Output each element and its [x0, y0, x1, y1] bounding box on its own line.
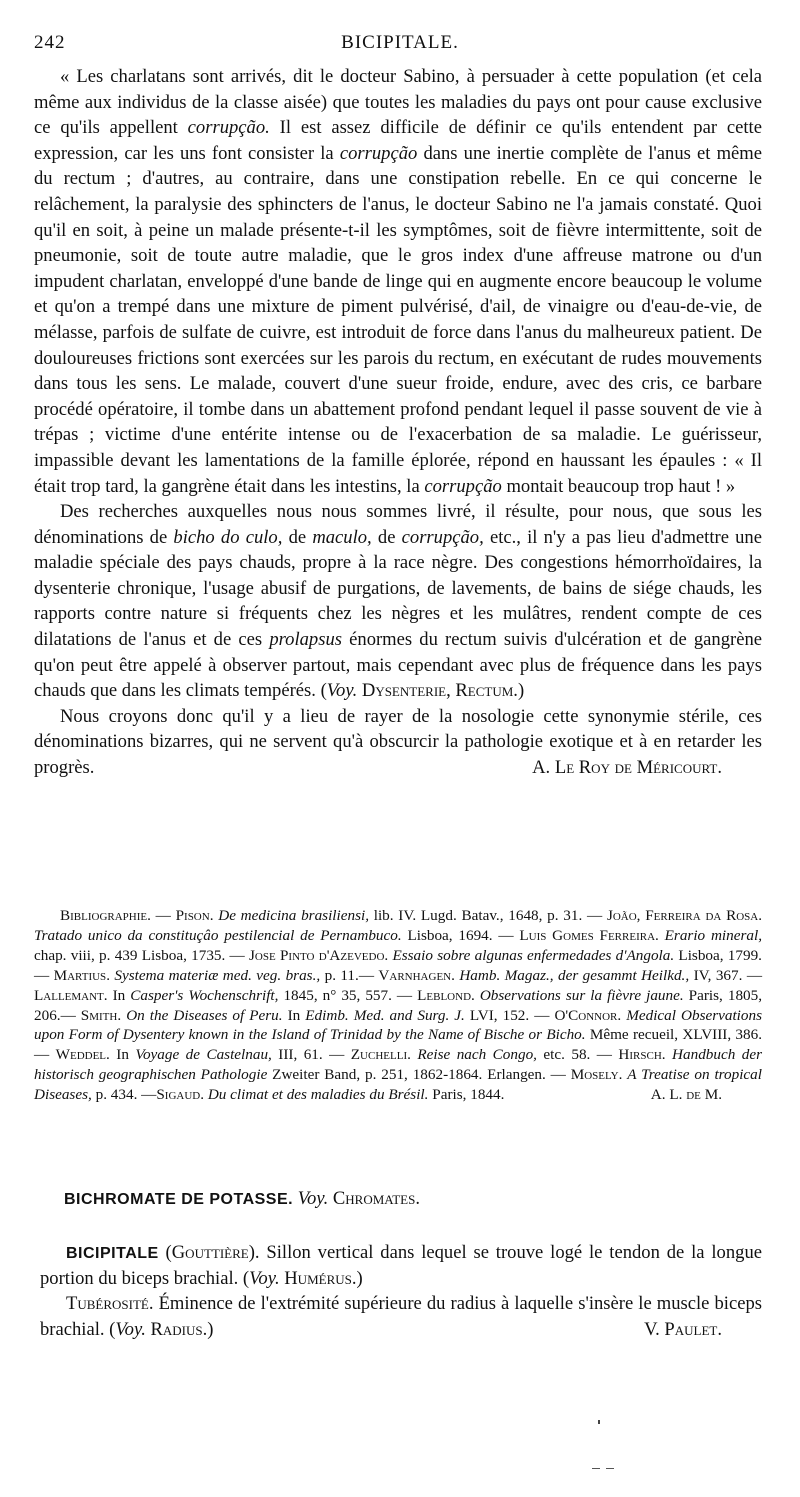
text-run: .) — [513, 680, 525, 702]
bibliography-signature: A. L. de M. — [650, 1086, 722, 1104]
book-title: Essaio sobre algunas enfermedades d'Angola. — [392, 946, 675, 964]
text-run: p. 434. — — [91, 1086, 157, 1104]
author-name: Sigaud — [156, 1086, 201, 1104]
author-name: Hirsch — [618, 1046, 662, 1064]
book-title: Tratado unico da constituçâo pestilencial de Pernambuco. — [34, 926, 402, 944]
text-run: . — [758, 907, 762, 924]
text-run: . — [451, 966, 460, 984]
author-name: Pison — [175, 907, 210, 924]
text-run: . — [117, 1006, 127, 1024]
sub-headword: Gouttière — [171, 1242, 249, 1263]
page-number: 242 — [34, 32, 66, 53]
book-title: Casper's Wochenschrift, — [130, 986, 279, 1004]
text-run: p. 11.— — [320, 966, 379, 984]
text-run: .) — [351, 1268, 363, 1290]
text-run: Lisboa, 1799. — — [34, 946, 762, 984]
text-run: ( — [158, 1242, 172, 1263]
voy-reference: Voy. — [115, 1318, 146, 1340]
text-run: . In — [106, 1046, 136, 1064]
paragraph-conclusion — [34, 704, 762, 781]
text-run: ). Sillon vertical dans lequel se trouve logé le tendon de la longue portion du biceps brachial. ( — [40, 1242, 762, 1290]
voy-reference: Voy. — [249, 1268, 280, 1290]
author-signature: V. Paulet. — [644, 1318, 722, 1340]
author-name: Martius — [53, 966, 107, 984]
author-name: Mosely — [570, 1066, 619, 1084]
bibliography-paragraph — [34, 906, 762, 1105]
voy-reference: Voy. — [326, 680, 358, 702]
text-run: Paris, 1805, 206.— — [34, 986, 763, 1024]
running-title: BICIPITALE. — [341, 32, 459, 53]
author-name: Varnhagen — [378, 966, 452, 984]
text-run: Lisboa, 1694. — — [401, 926, 520, 944]
book-title: De medicina brasiliensi, — [218, 907, 370, 924]
text-run: Même recueil, XLVIII, 386. — — [34, 1026, 762, 1064]
italic-term: corrupção — [424, 475, 502, 497]
text-run: . In — [103, 986, 131, 1004]
text-run: lib. IV. Lugd. Batav., 1648, p. 31. — — [369, 907, 607, 924]
text-run: etc., il n'y a pas lieu d'admettre une maladie spéciale des pays chauds, propre à la race nègre. Des congestions hémorrhoïdaires, la dysenterie chronique, l'usage abusif de purgations, de lavements, de bains de siége chauds, les rapports contre nature si fréquents chez les nègres et les mulâtres, rendent compte de ces dilatations de l'anus et de ces — [34, 526, 762, 651]
headword: BICHROMATE DE POTASSE. — [64, 1191, 294, 1208]
italic-term: corrupção, — [401, 526, 484, 548]
book-title: Reise nach Congo, — [417, 1046, 537, 1064]
cross-reference: Radius — [150, 1318, 203, 1340]
cross-reference: Dysenterie — [361, 680, 447, 702]
text-run: dans une inertie complète de l'anus et même du rectum ; d'autres, au contraire, dans une constipation rebelle. En ce qui concerne le relâchement, la paralysie des sphincters de l'anus, le docteur Sabino ne l'a jamais constaté. Quoi qu'il en soit, à peine un malade présente-t-il les symptômes, soit de fièvre intermittente, soit de pneumonie, soit de toute autre maladie, que le gros index d'une affreuse matrone ou d'un impudent charlatan, enveloppé d'une bande de linge qui en augmente encore beaucoup le volume et qu'on a trempé dans une mixture de piment pulvérisé, d'ail, de vinaigre ou d'eau-de-vie, de mélasse, parfois de sulfate de cuivre, est introduit de force dans l'anus du malheureux patient. De douloureuses frictions sont exercées sur les parois du rectum, en exécutant de rudes mouvements dans tous les sens. Le malade, couvert d'une sueur froide, endure, avec des cris, ce barbare procédé opératoire, il tombe dans un abattement profond pendant lequel il passe souvent de vie à trépas ; victime d'une entérite intense ou de l'exacerbation de sa maladie. Le guérisseur, impassible devant les lamentations de la famille éplorée, répond en haussant les épaules : « Il était trop tard, la gangrène était dans les intestins, la — [34, 142, 763, 497]
text-run: . — [655, 926, 665, 944]
author-name: Zuchelli — [350, 1046, 408, 1064]
text-run: de — [371, 526, 402, 548]
text-run: . — [200, 1086, 208, 1104]
italic-term: corrupção — [339, 142, 418, 164]
author-name: Luis Gomes Ferreira — [519, 926, 656, 944]
author-name: Jose Pinto d'Azevedo — [249, 946, 385, 964]
italic-term: maculo, — [312, 526, 372, 548]
text-run: III, 61. — — [271, 1046, 351, 1064]
author-name: Smith — [80, 1006, 118, 1024]
text-run: . — [471, 986, 480, 1004]
text-run: . Éminence de l'extrémité supérieure du radius à laquelle s'insère le muscle biceps brachial. ( — [40, 1293, 762, 1340]
text-run: IV, 367. — — [689, 966, 763, 984]
print-mark — [598, 1420, 600, 1424]
book-title: Medical Observations upon Form of Dysentery known in the Island of Trinidad by the Name of Bische or Bicho. — [34, 1006, 763, 1044]
book-title: Observations sur la fièvre jaune. — [479, 986, 684, 1004]
paragraph-quote — [34, 64, 762, 499]
text-run: . — [617, 1006, 627, 1024]
italic-term: bicho do culo, — [173, 526, 283, 548]
text-run: etc. 58. — — [536, 1046, 619, 1064]
text-run: chap. viii, p. 439 Lisboa, 1735. — — [34, 946, 250, 964]
bibliography — [34, 906, 762, 1105]
text-run: de — [282, 526, 313, 548]
text-run: . — [661, 1046, 673, 1064]
sub-headword: Tubérosité — [66, 1293, 149, 1315]
text-run: . — [384, 946, 393, 964]
author-name: O'Connor — [554, 1006, 618, 1024]
headword: BICIPITALE — [66, 1245, 159, 1262]
paragraph-research — [34, 499, 762, 704]
main-text — [34, 64, 762, 781]
text-run: 1845, n° 35, 557. — — [278, 986, 418, 1004]
cross-reference: Chromates. — [332, 1188, 420, 1209]
italic-term: corrupção. — [187, 117, 270, 139]
author-name: Leblond — [417, 986, 472, 1004]
text-run: montait beaucoup trop haut ! » — [501, 475, 736, 497]
book-title: Voyage de Castelnau, — [135, 1046, 272, 1064]
entry-bichromate — [64, 1186, 764, 1212]
book-title: On the Diseases of Peru. — [126, 1006, 283, 1024]
text-run: — — [150, 907, 176, 924]
print-mark — [592, 1468, 600, 1469]
entry-bicipitale — [40, 1240, 762, 1342]
print-mark — [606, 1468, 614, 1469]
voy-reference: Voy. — [297, 1188, 329, 1209]
text-run: . — [618, 1066, 628, 1084]
text-run: In — [282, 1006, 306, 1024]
bibliography-label: Bibliographie. — [60, 907, 151, 924]
entry-paragraph — [40, 1240, 762, 1291]
book-title: Du climat et des maladies du Brésil. — [207, 1086, 429, 1104]
text-run: Paris, 1844. — [428, 1086, 505, 1104]
text-run: . — [407, 1046, 418, 1064]
book-title: Handbuch der historisch geographischen Pathologie — [34, 1046, 763, 1084]
entry-paragraph — [40, 1291, 762, 1341]
book-title: Systema materiæ med. veg. bras., — [114, 966, 321, 984]
text-run: Des recherches auxquelles nous nous sommes livré, il résulte, pour nous, que sous les dénominations de — [34, 501, 762, 548]
author-signature: A. Le Roy de Méricourt. — [532, 757, 722, 779]
author-name: Weddel — [55, 1046, 107, 1064]
cross-reference: Rectum — [455, 680, 514, 702]
book-title: Edimb. Med. and Surg. J. — [305, 1006, 465, 1024]
text-run: énormes du rectum suivis d'ulcération et de gangrène qu'on peut être appelé à observer partout, mais cependant avec plus de fréquence dans les pays chauds que dans les climats tempérés. ( — [34, 629, 762, 702]
text-run: . — [106, 966, 115, 984]
text-run: , — [446, 680, 456, 702]
text-run: Il est assez difficile de définir ce qu'ils entendent par cette expression, car les uns font consister la — [34, 117, 762, 164]
text-run: .) — [202, 1318, 214, 1340]
text-run: LVI, 152. — — [464, 1006, 555, 1024]
text-run: . — [209, 907, 219, 924]
italic-term: prolapsus — [269, 629, 342, 651]
text-run: « Les charlatans sont arrivés, dit le docteur Sabino, à persuader à cette population (et cela même aux individus de la classe aisée) que toutes les maladies du pays ont pour cause exclusive ce qu'ils appellent — [34, 66, 762, 139]
cross-reference: Humérus — [284, 1268, 352, 1290]
print-marks — [592, 1420, 622, 1480]
book-title: Erario mineral, — [664, 926, 762, 944]
book-title: Hamb. Magaz., der gesammt Heilkd., — [459, 966, 690, 984]
text-run: Zweiter Band, p. 251, 1862-1864. Erlangen. — — [267, 1066, 571, 1084]
text-run: Nous croyons donc qu'il y a lieu de rayer de la nosologie cette synonymie stérile, ces dénominations bizarres, qui ne servent qu'à obscurcir la pathologie exotique et à en retarder les progrès. — [34, 705, 762, 779]
author-name: João, Ferreira da Rosa — [606, 907, 759, 924]
book-title: A Treatise on tropical Diseases, — [34, 1066, 762, 1104]
author-name: Lallemant — [34, 986, 104, 1004]
running-head — [34, 32, 766, 56]
